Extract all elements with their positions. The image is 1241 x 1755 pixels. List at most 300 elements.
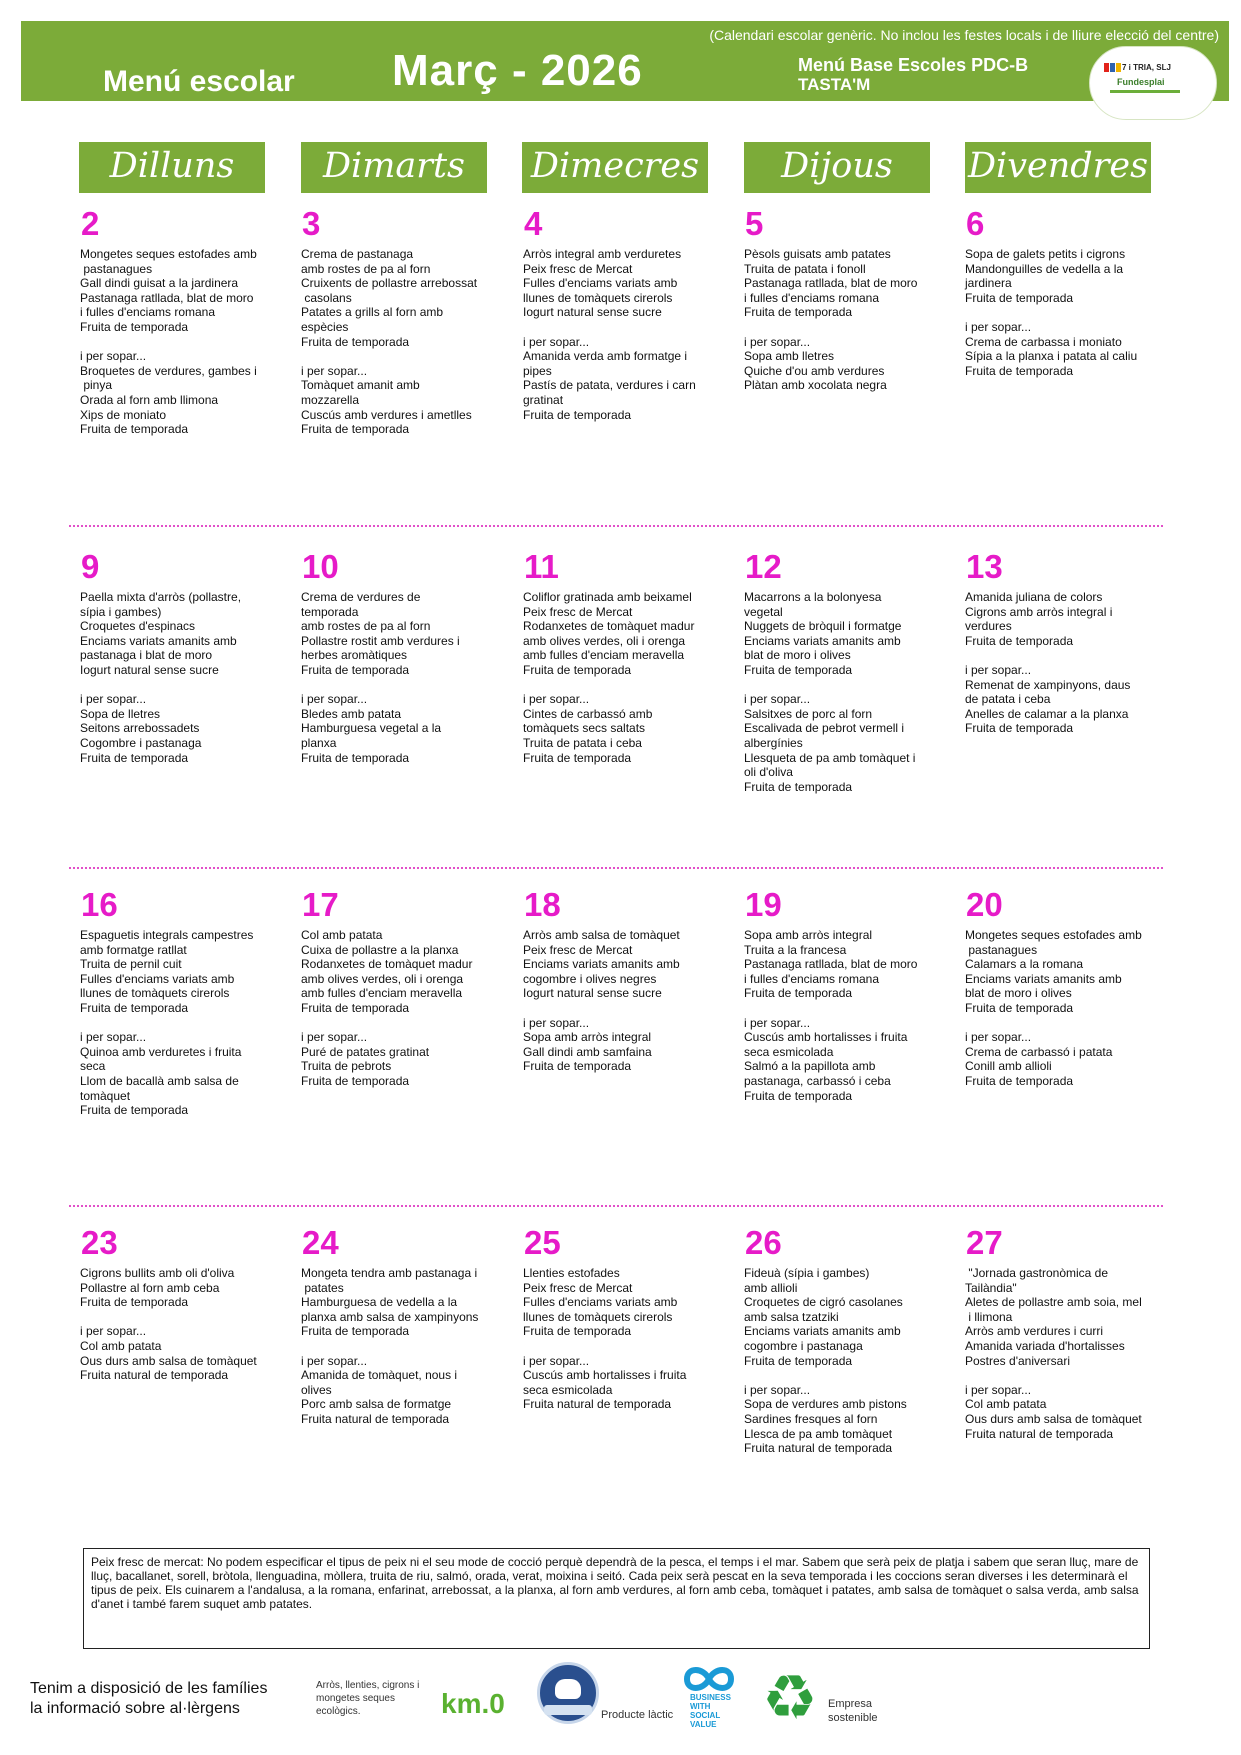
menu-item: Fruita de temporada: [301, 750, 410, 765]
menu-item: Mongetes seques estofades amb: [965, 928, 1142, 942]
menu-item: Fruita de temporada: [301, 662, 410, 677]
logo-band: [544, 1705, 592, 1715]
menu-item: Tomàquet amanit amb: [301, 378, 420, 393]
menu-item: i per sopar...: [523, 334, 590, 349]
menu-item: i per sopar...: [301, 1353, 368, 1368]
menu-item: Iogurt natural sense sucre: [523, 305, 662, 320]
menu-item: Llesca de pa amb tomàquet: [744, 1426, 893, 1441]
menu-item: [523, 320, 719, 335]
day-number: 19: [745, 886, 782, 923]
menu-item: Cigrons amb arròs integral i: [965, 604, 1113, 619]
day-cell: [301, 887, 497, 1089]
calendar-note: (Calendari escolar genèric. No inclou les festes locals i de lliure elecció del centre): [709, 27, 1219, 43]
menu-item: i per sopar...: [744, 334, 811, 349]
menu-item: Pastanaga ratllada, blat de moro: [80, 290, 254, 305]
page-title: Menú escolar: [103, 65, 295, 98]
menu-item: Conill amb allioli: [965, 1059, 1052, 1074]
menu-item: Fruita de temporada: [965, 1000, 1074, 1015]
menu-item: Fruita de temporada: [80, 750, 189, 765]
menu-item: Fruita de temporada: [744, 779, 853, 794]
menu-item: Porc amb salsa de formatge: [301, 1397, 452, 1412]
menu-item: Anelles de calamar a la planxa: [965, 706, 1129, 721]
logo-square: [1110, 63, 1115, 72]
menu-item: Arròs amb salsa de tomàquet: [523, 928, 680, 942]
menu-item: Rodanxetes de tomàquet madur: [523, 619, 695, 634]
menu-item: Hamburguesa vegetal a la: [301, 721, 442, 736]
menu-item: [744, 320, 940, 335]
menu-list: [744, 928, 940, 1103]
day-cell: [965, 549, 1161, 736]
week-separator: [69, 525, 1163, 527]
menu-item: Amanida verda amb formatge i: [523, 349, 688, 364]
menu-item: Pastanaga ratllada, blat de moro: [744, 957, 918, 972]
menu-item: amb fulles d'enciam meravella: [301, 986, 463, 1001]
menu-item: i per sopar...: [80, 1030, 147, 1045]
menu-item: verdures: [965, 619, 1012, 634]
menu-item: Iogurt natural sense sucre: [523, 986, 662, 1001]
menu-item: Sardines fresques al forn: [744, 1411, 878, 1426]
menu-item: [965, 648, 1161, 663]
menu-item: Truita de patata i fonoll: [744, 261, 866, 276]
day-number: 2: [81, 205, 100, 242]
menu-item: Sopa de lletres: [80, 706, 161, 721]
menu-list: [523, 590, 719, 765]
menu-item: Xips de moniato: [80, 407, 167, 422]
menu-item: Amanida variada d'hortalisses: [965, 1338, 1125, 1353]
menu-item: Amanida de tomàquet, nous i: [301, 1368, 458, 1383]
menu-item: llunes de tomàquets cirerols: [523, 1309, 673, 1324]
cow-icon: [537, 1662, 599, 1724]
ecological-note: Arròs, llenties, cigrons i mongetes seques ecològics.: [316, 1680, 420, 1717]
menu-item: Fideuà (sípia i gambes): [744, 1266, 870, 1280]
day-number: 24: [302, 1224, 339, 1261]
menu-item: Mandonguilles de vedella a la: [965, 261, 1124, 276]
day-cell: [744, 206, 940, 393]
menu-list: [523, 247, 719, 422]
infinity-icon: [683, 1663, 735, 1695]
menu-item: seca esmicolada: [744, 1044, 834, 1059]
menu-item: [80, 335, 276, 350]
menu-item: i per sopar...: [965, 1030, 1032, 1045]
menu-item: Fulles d'enciams variats amb: [523, 1295, 678, 1310]
menu-item: Ous durs amb salsa de tomàquet: [965, 1411, 1142, 1426]
menu-item: seca esmicolada: [523, 1382, 613, 1397]
menu-item: planxa amb salsa de xampinyons: [301, 1309, 479, 1324]
menu-item: i per sopar...: [523, 692, 590, 707]
menu-item: mozzarella: [301, 392, 360, 407]
menu-item: Peix fresc de Mercat: [523, 1280, 633, 1295]
day-cell: [523, 1225, 719, 1412]
menu-item: Cuscús amb hortalisses i fruita: [744, 1030, 908, 1045]
business-social-value-label: [690, 1693, 731, 1729]
menu-item: blat de moro i olives: [744, 648, 851, 663]
day-cell: [80, 1225, 276, 1383]
menu-item: Fruita de temporada: [965, 290, 1074, 305]
menu-item: [301, 1339, 497, 1354]
company-logo: [1089, 46, 1217, 120]
menu-item: Broquetes de verdures, gambes i: [80, 363, 257, 378]
menu-item: oli d'oliva: [744, 765, 793, 780]
menu-list: [301, 1266, 497, 1427]
day-cell: [523, 206, 719, 422]
menu-item: amb rostes de pa al forn: [301, 261, 431, 276]
menu-item: pastanagues: [80, 261, 153, 276]
menu-item: Fruita de temporada: [523, 750, 632, 765]
menu-item: [744, 1368, 940, 1383]
menu-list: [744, 590, 940, 794]
menu-item: Fruita de temporada: [301, 1000, 410, 1015]
day-cell: [80, 887, 276, 1118]
menu-item: Fruita de temporada: [80, 1000, 189, 1015]
logo-text: Fundesplai: [1117, 77, 1165, 87]
menu-item: Sopa de galets petits i cigrons: [965, 247, 1126, 261]
menu-item: Fulles d'enciams variats amb: [523, 276, 678, 291]
cow-shape: [555, 1679, 581, 1699]
menu-list: [744, 247, 940, 393]
menu-item: llunes de tomàquets cirerols: [523, 290, 673, 305]
menu-item: Orada al forn amb llimona: [80, 392, 219, 407]
menu-item: Cuscús amb hortalisses i fruita: [523, 1368, 687, 1383]
day-number: 20: [966, 886, 1003, 923]
day-header-friday: Divendres: [965, 142, 1151, 193]
menu-item: Enciams variats amanits amb: [744, 633, 901, 648]
day-number: 9: [81, 548, 100, 585]
menu-item: Fruita de temporada: [523, 1324, 632, 1339]
menu-item: Croquetes de cigró casolanes: [744, 1295, 903, 1310]
menu-item: Salmó a la papillota amb: [744, 1059, 876, 1074]
menu-item: i per sopar...: [965, 319, 1032, 334]
menu-item: Pollastre rostit amb verdures i: [301, 633, 460, 648]
menu-item: llunes de tomàquets cirerols: [80, 986, 230, 1001]
menu-item: Paella mixta d'arròs (pollastre,: [80, 590, 242, 604]
menu-item: [80, 1310, 276, 1325]
bsv-line: SOCIAL: [690, 1711, 721, 1720]
menu-item: Enciams variats amanits amb: [965, 971, 1122, 986]
menu-item: Coliflor gratinada amb beixamel: [523, 590, 692, 604]
week-separator: [69, 1205, 1163, 1207]
menu-item: Llenties estofades: [523, 1266, 620, 1280]
menu-item: Crema de carbassó i patata: [965, 1044, 1113, 1059]
day-cell: [301, 549, 497, 765]
menu-item: Fruita natural de temporada: [80, 1368, 229, 1383]
menu-item: i per sopar...: [523, 1015, 590, 1030]
menu-item: i per sopar...: [744, 1015, 811, 1030]
day-number: 6: [966, 205, 985, 242]
menu-item: i per sopar...: [80, 1324, 147, 1339]
day-number: 3: [302, 205, 321, 242]
menu-list: [523, 928, 719, 1074]
menu-item: Arròs amb verdures i curri: [965, 1324, 1104, 1339]
menu-item: amb olives verdes, oli i orenga: [301, 971, 464, 986]
day-cell: [523, 887, 719, 1074]
menu-item: jardinera: [965, 276, 1012, 291]
menu-item: Fruita de temporada: [744, 305, 853, 320]
menu-item: Crema de carbassa i moniato: [965, 334, 1122, 349]
menu-item: Pèsols guisats amb patates: [744, 247, 891, 261]
menu-item: amb rostes de pa al forn: [301, 619, 431, 634]
menu-item: Crema de verdures de: [301, 590, 421, 604]
menu-item: Truita a la francesa: [744, 942, 847, 957]
menu-item: Patates a grills al forn amb: [301, 305, 444, 320]
menu-item: Fruita de temporada: [965, 633, 1074, 648]
menu-item: [744, 678, 940, 693]
logo-square: [1116, 63, 1121, 72]
menu-item: Enciams variats amanits amb: [80, 633, 237, 648]
menu-item: amb formatge ratllat: [80, 942, 187, 957]
menu-item: i per sopar...: [301, 692, 368, 707]
menu-item: [80, 1016, 276, 1031]
menu-item: pastanagues: [965, 942, 1038, 957]
menu-list: [80, 1266, 276, 1383]
menu-item: Salsitxes de porc al forn: [744, 706, 873, 721]
menu-base-label: Menú Base Escoles PDC-B: [798, 55, 1029, 75]
day-header-monday: Dilluns: [79, 142, 265, 193]
menu-item: Fruita de temporada: [744, 986, 853, 1001]
menu-list: [301, 590, 497, 765]
menu-item: amb salsa tzatziki: [744, 1309, 839, 1324]
menu-item: Fruita de temporada: [965, 1073, 1074, 1088]
menu-list: [301, 247, 497, 437]
menu-item: Espaguetis integrals campestres: [80, 928, 254, 942]
day-number: 5: [745, 205, 764, 242]
menu-item: Fruita de temporada: [301, 422, 410, 437]
menu-item: Enciams variats amanits amb: [523, 957, 680, 972]
day-header-thursday: Dijous: [744, 142, 930, 193]
header-banner: [21, 21, 1229, 101]
menu-item: Cogombre i pastanaga: [80, 735, 202, 750]
day-number: 27: [966, 1224, 1003, 1261]
day-number: 10: [302, 548, 339, 585]
menu-list: [523, 1266, 719, 1412]
menu-item: Postres d'aniversari: [965, 1353, 1070, 1368]
menu-item: i per sopar...: [965, 662, 1032, 677]
menu-item: espècies: [301, 319, 349, 334]
day-cell: [523, 549, 719, 765]
day-cell: [80, 206, 276, 437]
menu-item: [965, 1368, 1161, 1383]
menu-item: Fruita de temporada: [523, 1059, 632, 1074]
menu-item: Calamars a la romana: [965, 957, 1084, 972]
menu-item: Mongetes seques estofades amb: [80, 247, 257, 261]
menu-item: [965, 305, 1161, 320]
day-header-wednesday: Dimecres: [522, 142, 708, 193]
day-cell: [744, 887, 940, 1103]
menu-item: Fruita de temporada: [301, 1073, 410, 1088]
menu-item: tomàquets secs saltats: [523, 721, 646, 736]
menu-item: Sopa amb lletres: [744, 349, 835, 364]
menu-item: Nuggets de bròquil i formatge: [744, 619, 902, 634]
menu-item: [301, 678, 497, 693]
menu-item: i per sopar...: [301, 363, 368, 378]
menu-item: Fruita de temporada: [301, 1324, 410, 1339]
menu-item: Fruita de temporada: [744, 662, 853, 677]
menu-item: i fulles d'enciams romana: [744, 971, 880, 986]
day-number: 23: [81, 1224, 118, 1261]
menu-base-sublabel: TASTA'M: [798, 75, 871, 94]
menu-item: Fruita natural de temporada: [523, 1397, 672, 1412]
menu-item: Fruita natural de temporada: [744, 1441, 893, 1456]
allergens-info: [30, 1679, 267, 1719]
recycle-icon: ♻: [762, 1664, 818, 1733]
dairy-label: Producte làctic: [601, 1709, 674, 1721]
day-number: 18: [524, 886, 561, 923]
menu-item: Cruixents de pollastre arrebossat: [301, 276, 478, 291]
day-number: 4: [524, 205, 543, 242]
menu-item: Llesqueta de pa amb tomàquet i: [744, 750, 916, 765]
day-number: 16: [81, 886, 118, 923]
menu-item: Crema de pastanaga: [301, 247, 414, 261]
fish-note-text: Peix fresc de mercat: No podem especificar el tipus de peix ni el seu mode de cocció perquè dependrà de la pesca, el temps i el mar. Sabem que serà peix de platja i sabem que seran lluç, mare de lluç, bacallanet, sorell, bròtola, llenguadina, mòllera, truita de riu, salmó, orada, verat, moixina i seitó. Cada peix serà pescat en la seva temporada i les coccions seran diverses i les determinarà el tipus de peix. Els cuinarem a l'andalusa, a la romana, enfarinat, arrebossat, a la planxa, al forn amb verdures, al forn amb ceba, tomàquet i patates, amb salsa de tomàquet o salsa verda, amb salsa d'anet i també farem suquet amb patates.: [91, 1555, 1139, 1611]
menu-item: Remenat de xampinyons, daus: [965, 677, 1131, 692]
menu-item: Enciams variats amanits amb: [744, 1324, 901, 1339]
allergens-line: la informació sobre al·lèrgens: [30, 1700, 240, 1717]
menu-item: Puré de patates gratinat: [301, 1044, 430, 1059]
menu-item: patates: [301, 1280, 344, 1295]
logo-square: [1104, 63, 1109, 72]
menu-item: blat de moro i olives: [965, 986, 1072, 1001]
menu-item: i per sopar...: [80, 349, 147, 364]
sustainable-line: sostenible: [828, 1712, 878, 1724]
logo-bar: [1110, 90, 1180, 93]
menu-item: Fruita de temporada: [523, 407, 632, 422]
menu-item: Quinoa amb verduretes i fruita: [80, 1044, 242, 1059]
menu-item: vegetal: [744, 604, 783, 619]
menu-item: olives: [301, 1382, 332, 1397]
menu-item: Amanida juliana de colors: [965, 590, 1103, 604]
week-separator: [69, 867, 1163, 869]
menu-item: pastanaga i blat de moro: [80, 648, 213, 663]
menu-item: amb allioli: [744, 1280, 798, 1295]
month-title: Març - 2026: [392, 46, 643, 95]
menu-item: planxa: [301, 735, 337, 750]
menu-item: Fruita de temporada: [744, 1088, 853, 1103]
menu-list: [965, 247, 1161, 378]
day-cell: [301, 1225, 497, 1427]
day-cell: [301, 206, 497, 437]
menu-item: [965, 1016, 1161, 1031]
menu-item: Sopa amb arròs integral: [523, 1030, 652, 1045]
menu-item: Hamburguesa de vedella a la: [301, 1295, 458, 1310]
menu-item: temporada: [301, 604, 359, 619]
menu-item: [523, 1001, 719, 1016]
menu-item: Col amb patata: [965, 1397, 1047, 1412]
menu-item: i fulles d'enciams romana: [80, 305, 216, 320]
day-number: 26: [745, 1224, 782, 1261]
menu-item: Iogurt natural sense sucre: [80, 662, 219, 677]
menu-item: Sopa amb arròs integral: [744, 928, 873, 942]
menu-item: Mongeta tendra amb pastanaga i: [301, 1266, 478, 1280]
allergens-line: Tenim a disposició de les famílies: [30, 1680, 268, 1697]
menu-item: Pastanaga ratllada, blat de moro: [744, 276, 918, 291]
menu-item: i llimona: [965, 1309, 1013, 1324]
day-cell: [965, 1225, 1161, 1441]
menu-item: "Jornada gastronòmica de: [965, 1266, 1109, 1280]
menu-item: Bledes amb patata: [301, 706, 402, 721]
menu-item: Plàtan amb xocolata negra: [744, 378, 887, 393]
menu-item: Fruita de temporada: [80, 1295, 189, 1310]
menu-item: [80, 678, 276, 693]
menu-item: Fruita de temporada: [301, 334, 410, 349]
menu-item: Peix fresc de Mercat: [523, 261, 633, 276]
menu-item: Quiche d'ou amb verdures: [744, 363, 885, 378]
menu-item: Fruita de temporada: [523, 662, 632, 677]
menu-item: Arròs integral amb verduretes: [523, 247, 682, 261]
menu-item: de patata i ceba: [965, 692, 1051, 707]
day-cell: [744, 1225, 940, 1456]
day-cell: [744, 549, 940, 794]
fish-note-box: [83, 1548, 1150, 1649]
menu-item: [523, 678, 719, 693]
day-number: 11: [524, 548, 559, 585]
menu-item: albergínies: [744, 735, 803, 750]
menu-item: sípia i gambes): [80, 604, 162, 619]
bsv-line: VALUE: [690, 1720, 717, 1729]
menu-item: Rodanxetes de tomàquet madur: [301, 957, 473, 972]
sustainable-company-label: [828, 1697, 878, 1725]
menu-item: casolans: [301, 290, 352, 305]
menu-item: Peix fresc de Mercat: [523, 604, 633, 619]
menu-item: Tailàndia": [965, 1280, 1017, 1295]
menu-item: Col amb patata: [80, 1338, 162, 1353]
menu-item: Pollastre al forn amb ceba: [80, 1280, 220, 1295]
day-cell: [80, 549, 276, 765]
menu-item: Gall dindi guisat a la jardinera: [80, 276, 239, 291]
menu-item: Aletes de pollastre amb soia, mel: [965, 1295, 1142, 1310]
menu-item: Fruita de temporada: [80, 319, 189, 334]
menu-item: Fruita de temporada: [965, 721, 1074, 736]
menu-item: pastanaga, carbassó i ceba: [744, 1073, 891, 1088]
menu-item: [744, 1001, 940, 1016]
menu-item: Cuixa de pollastre a la planxa: [301, 942, 459, 957]
menu-item: i per sopar...: [744, 692, 811, 707]
menu-list: [80, 590, 276, 765]
menu-list: [744, 1266, 940, 1456]
menu-item: herbes aromàtiques: [301, 648, 408, 663]
menu-item: Cuscús amb verdures i ametlles: [301, 407, 472, 422]
menu-item: gratinat: [523, 392, 564, 407]
sustainable-line: Empresa: [828, 1698, 873, 1710]
menu-item: amb olives verdes, oli i orenga: [523, 633, 686, 648]
menu-item: Truita de pebrots: [301, 1059, 392, 1074]
menu-item: Cigrons bullits amb oli d'oliva: [80, 1266, 235, 1280]
menu-item: [523, 1339, 719, 1354]
km0-logo: km.0: [441, 1688, 505, 1719]
menu-item: i per sopar...: [301, 1030, 368, 1045]
menu-item: amb fulles d'enciam meravella: [523, 648, 685, 663]
menu-item: Gall dindi amb samfaina: [523, 1044, 652, 1059]
menu-item: seca: [80, 1059, 106, 1074]
menu-item: i per sopar...: [744, 1382, 811, 1397]
menu-list: [965, 928, 1161, 1089]
menu-item: Sopa de verdures amb pistons: [744, 1397, 907, 1412]
menu-item: [301, 349, 497, 364]
day-number: 12: [745, 548, 782, 585]
day-header-tuesday: Dimarts: [301, 142, 487, 193]
menu-item: Fruita natural de temporada: [301, 1411, 450, 1426]
menu-item: Fulles d'enciams variats amb: [80, 971, 235, 986]
day-cell: [965, 206, 1161, 378]
menu-list: [80, 247, 276, 437]
menu-item: Macarrons a la bolonyesa: [744, 590, 882, 604]
menu-item: Fruita natural de temporada: [965, 1426, 1114, 1441]
bsv-line: WITH: [690, 1702, 711, 1711]
menu-item: Llom de bacallà amb salsa de: [80, 1073, 239, 1088]
menu-item: i per sopar...: [523, 1353, 590, 1368]
menu-item: [301, 1016, 497, 1031]
menu-item: pipes: [523, 363, 552, 378]
menu-list: [965, 590, 1161, 736]
menu-item: i per sopar...: [965, 1382, 1032, 1397]
